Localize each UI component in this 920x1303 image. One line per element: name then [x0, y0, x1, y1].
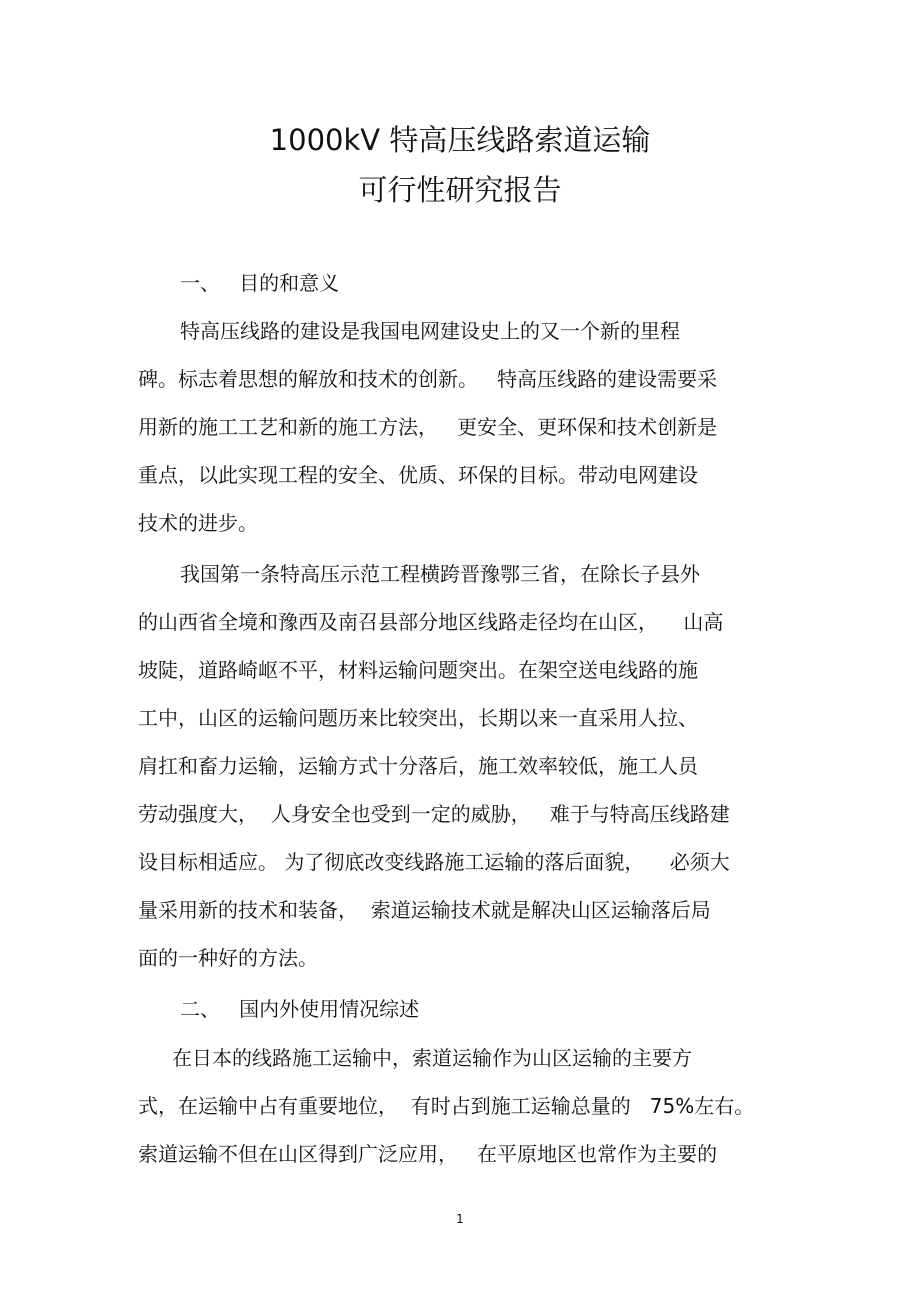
paragraph-line: 劳动强度大， 人身安全也受到一定的威胁， 难于与特高压线路建 [138, 802, 730, 826]
paragraph-line: 技术的进步。 [138, 511, 258, 535]
paragraph-line: 工中，山区的运输问题历来比较突出，长期以来一直采用人拉、 [138, 706, 698, 730]
paragraph-line: 坡陡，道路崎岖不平，材料运输问题突出。在架空送电线路的施 [138, 658, 698, 682]
paragraph-line: 面的一种好的方法。 [138, 946, 318, 970]
paragraph-line: 特高压线路的建设是我国电网建设史上的又一个新的里程 [180, 319, 680, 343]
paragraph-line: 索道运输不但在山区得到广泛应用， 在平原地区也常作为主要的 [138, 1142, 718, 1166]
paragraph-line: 我国第一条特高压示范工程横跨晋豫鄂三省，在除长子县外 [180, 562, 700, 586]
paragraph-line: 的山西省全境和豫西及南召县部分地区线路走径均在山区， 山高 [138, 610, 724, 634]
page-number: 1 [456, 1212, 464, 1226]
section-heading-2: 二、 国内外使用情况综述 [180, 997, 420, 1021]
paragraph-line: 量采用新的技术和装备， 索道运输技术就是解决山区运输落后局 [138, 898, 711, 922]
paragraph-line: 碑。标志着思想的解放和技术的创新。 特高压线路的建设需要采 [138, 367, 718, 391]
paragraph-line: 式，在运输中占有重要地位， 有时占到施工运输总量的 75%左右。 [138, 1094, 755, 1118]
paragraph-line: 用新的施工工艺和新的施工方法， 更安全、更环保和技术创新是 [138, 415, 718, 439]
paragraph-line: 肩扛和畜力运输，运输方式十分落后，施工效率较低，施工人员 [138, 754, 698, 778]
section-heading-1: 一、 目的和意义 [180, 271, 340, 295]
document-title-line1: 1000kV 特高压线路索道运输 [269, 123, 651, 157]
paragraph-line: 设目标相适应。 为了彻底改变线路施工运输的落后面貌， 必须大 [138, 850, 730, 874]
document-title-line2: 可行性研究报告 [358, 173, 562, 207]
paragraph-line: 重点，以此实现工程的安全、优质、环保的目标。带动电网建设 [138, 463, 698, 487]
paragraph-line: 在日本的线路施工运输中，索道运输作为山区运输的主要方 [172, 1046, 692, 1070]
